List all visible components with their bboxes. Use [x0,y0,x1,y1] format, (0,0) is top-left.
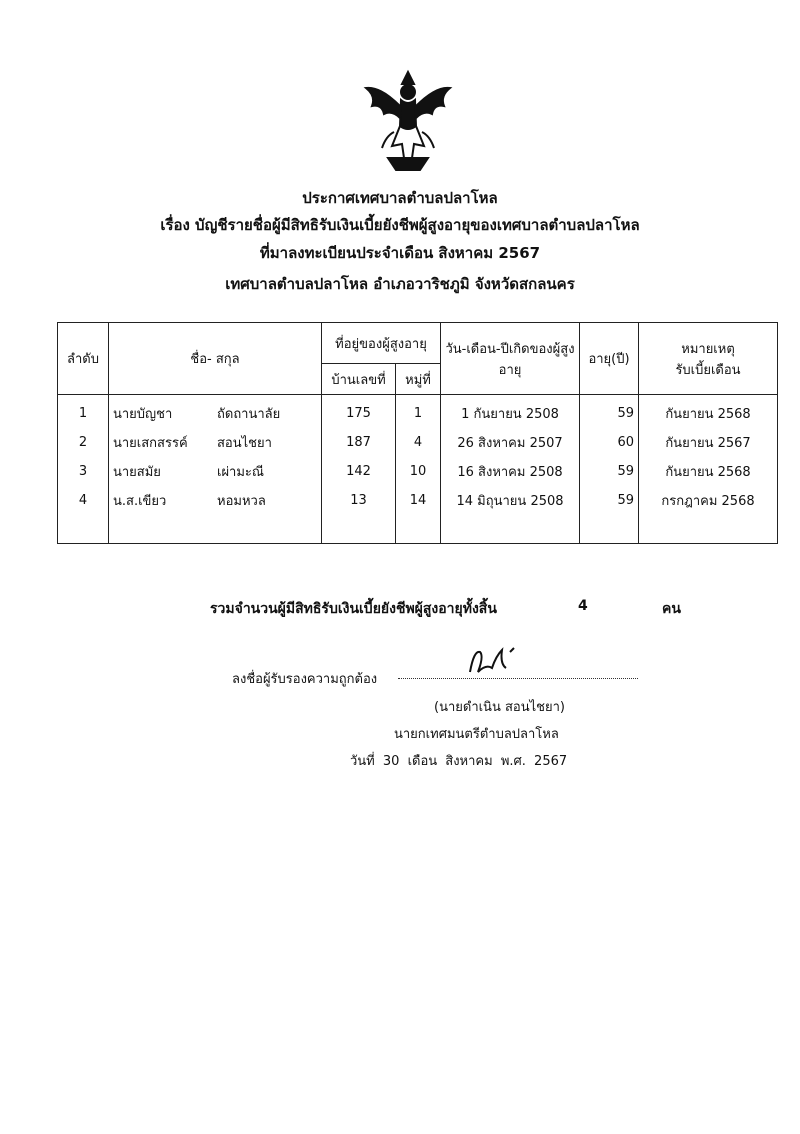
row-order: 4 [58,486,109,515]
signature-label: ลงชื่อผู้รับรองความถูกต้อง [232,672,378,687]
row-remark: กรกฎาคม 2568 [639,486,778,515]
row-remark: กันยายน 2568 [639,457,778,486]
col-name-header: ชื่อ- สกุล [109,323,322,395]
col-age-header: อายุ(ปี) [580,323,639,395]
row-moo: 4 [396,428,441,457]
table-row [58,428,778,457]
row-birth: 1 กันยายน 2508 [441,395,580,429]
col-birth-header: วัน-เดือน-ปีเกิดของผู้สูงอายุ [441,323,580,395]
row-house-no: 142 [322,457,396,486]
row-house-no: 175 [322,395,396,429]
row-age: 59 [580,395,639,429]
signer-name: (นายดำเนิน สอนไชยา) [434,700,565,715]
row-name [109,428,322,457]
row-last-name: ถัดถานาลัย [217,407,281,422]
total-unit: คน [662,601,681,617]
row-birth: 26 สิงหาคม 2507 [441,428,580,457]
row-first-name: นายสมัย [113,465,161,480]
row-remark: กันยายน 2568 [639,395,778,429]
row-age: 60 [580,428,639,457]
handwritten-signature-icon [462,642,522,682]
row-order: 2 [58,428,109,457]
row-birth: 16 สิงหาคม 2508 [441,457,580,486]
row-order: 1 [58,395,109,429]
total-count: 4 [578,598,588,614]
row-house-no: 13 [322,486,396,515]
total-label: รวมจำนวนผู้มีสิทธิรับเงินเบี้ยยังชีพผู้สูงอายุทั้งสิ้น [210,601,497,617]
row-house-no: 187 [322,428,396,457]
table-row [58,457,778,486]
row-name [109,395,322,429]
row-last-name: สอนไชยา [217,436,272,451]
signer-position: นายกเทศมนตรีตำบลปลาโหล [394,727,559,742]
garuda-emblem-icon [358,66,458,178]
row-last-name: หอมหวล [217,494,266,509]
row-first-name: นายบัญชา [113,407,173,422]
registration-month: ที่มาลงทะเบียนประจำเดือน สิงหาคม 2567 [259,244,541,262]
row-order: 3 [58,457,109,486]
col-house-no-header: บ้านเลขที่ [322,364,396,395]
row-name [109,457,322,486]
table-row-empty [58,515,778,544]
col-order-header: ลำดับ [58,323,109,395]
col-remark-header: หมายเหตุ รับเบี้ยเดือน [639,323,778,395]
municipality-location: เทศบาลตำบลปลาโหล อำเภอวาริชภูมิ จังหวัดสกลนคร [225,275,575,293]
elderly-allowance-table [57,322,778,544]
announcement-title: ประกาศเทศบาลตำบลปลาโหล [302,189,498,207]
row-age: 59 [580,486,639,515]
row-remark: กันยายน 2567 [639,428,778,457]
table-row [58,395,778,429]
row-moo: 14 [396,486,441,515]
col-moo-header: หมู่ที่ [396,364,441,395]
row-last-name: เผ่ามะณี [217,465,264,480]
row-first-name: นายเสกสรรค์ [113,436,188,451]
col-address-header: ที่อยู่ของผู้สูงอายุ [322,323,441,364]
table-row [58,486,778,515]
row-birth: 14 มิถุนายน 2508 [441,486,580,515]
row-moo: 10 [396,457,441,486]
row-moo: 1 [396,395,441,429]
row-name [109,486,322,515]
row-age: 59 [580,457,639,486]
announcement-subject: เรื่อง บัญชีรายชื่อผู้มีสิทธิรับเงินเบี้ยยังชีพผู้สูงอายุของเทศบาลตำบลปลาโหล [160,216,640,234]
signature-date: วันที่ 30 เดือน สิงหาคม พ.ศ. 2567 [350,754,568,769]
row-first-name: น.ส.เขียว [113,494,167,509]
